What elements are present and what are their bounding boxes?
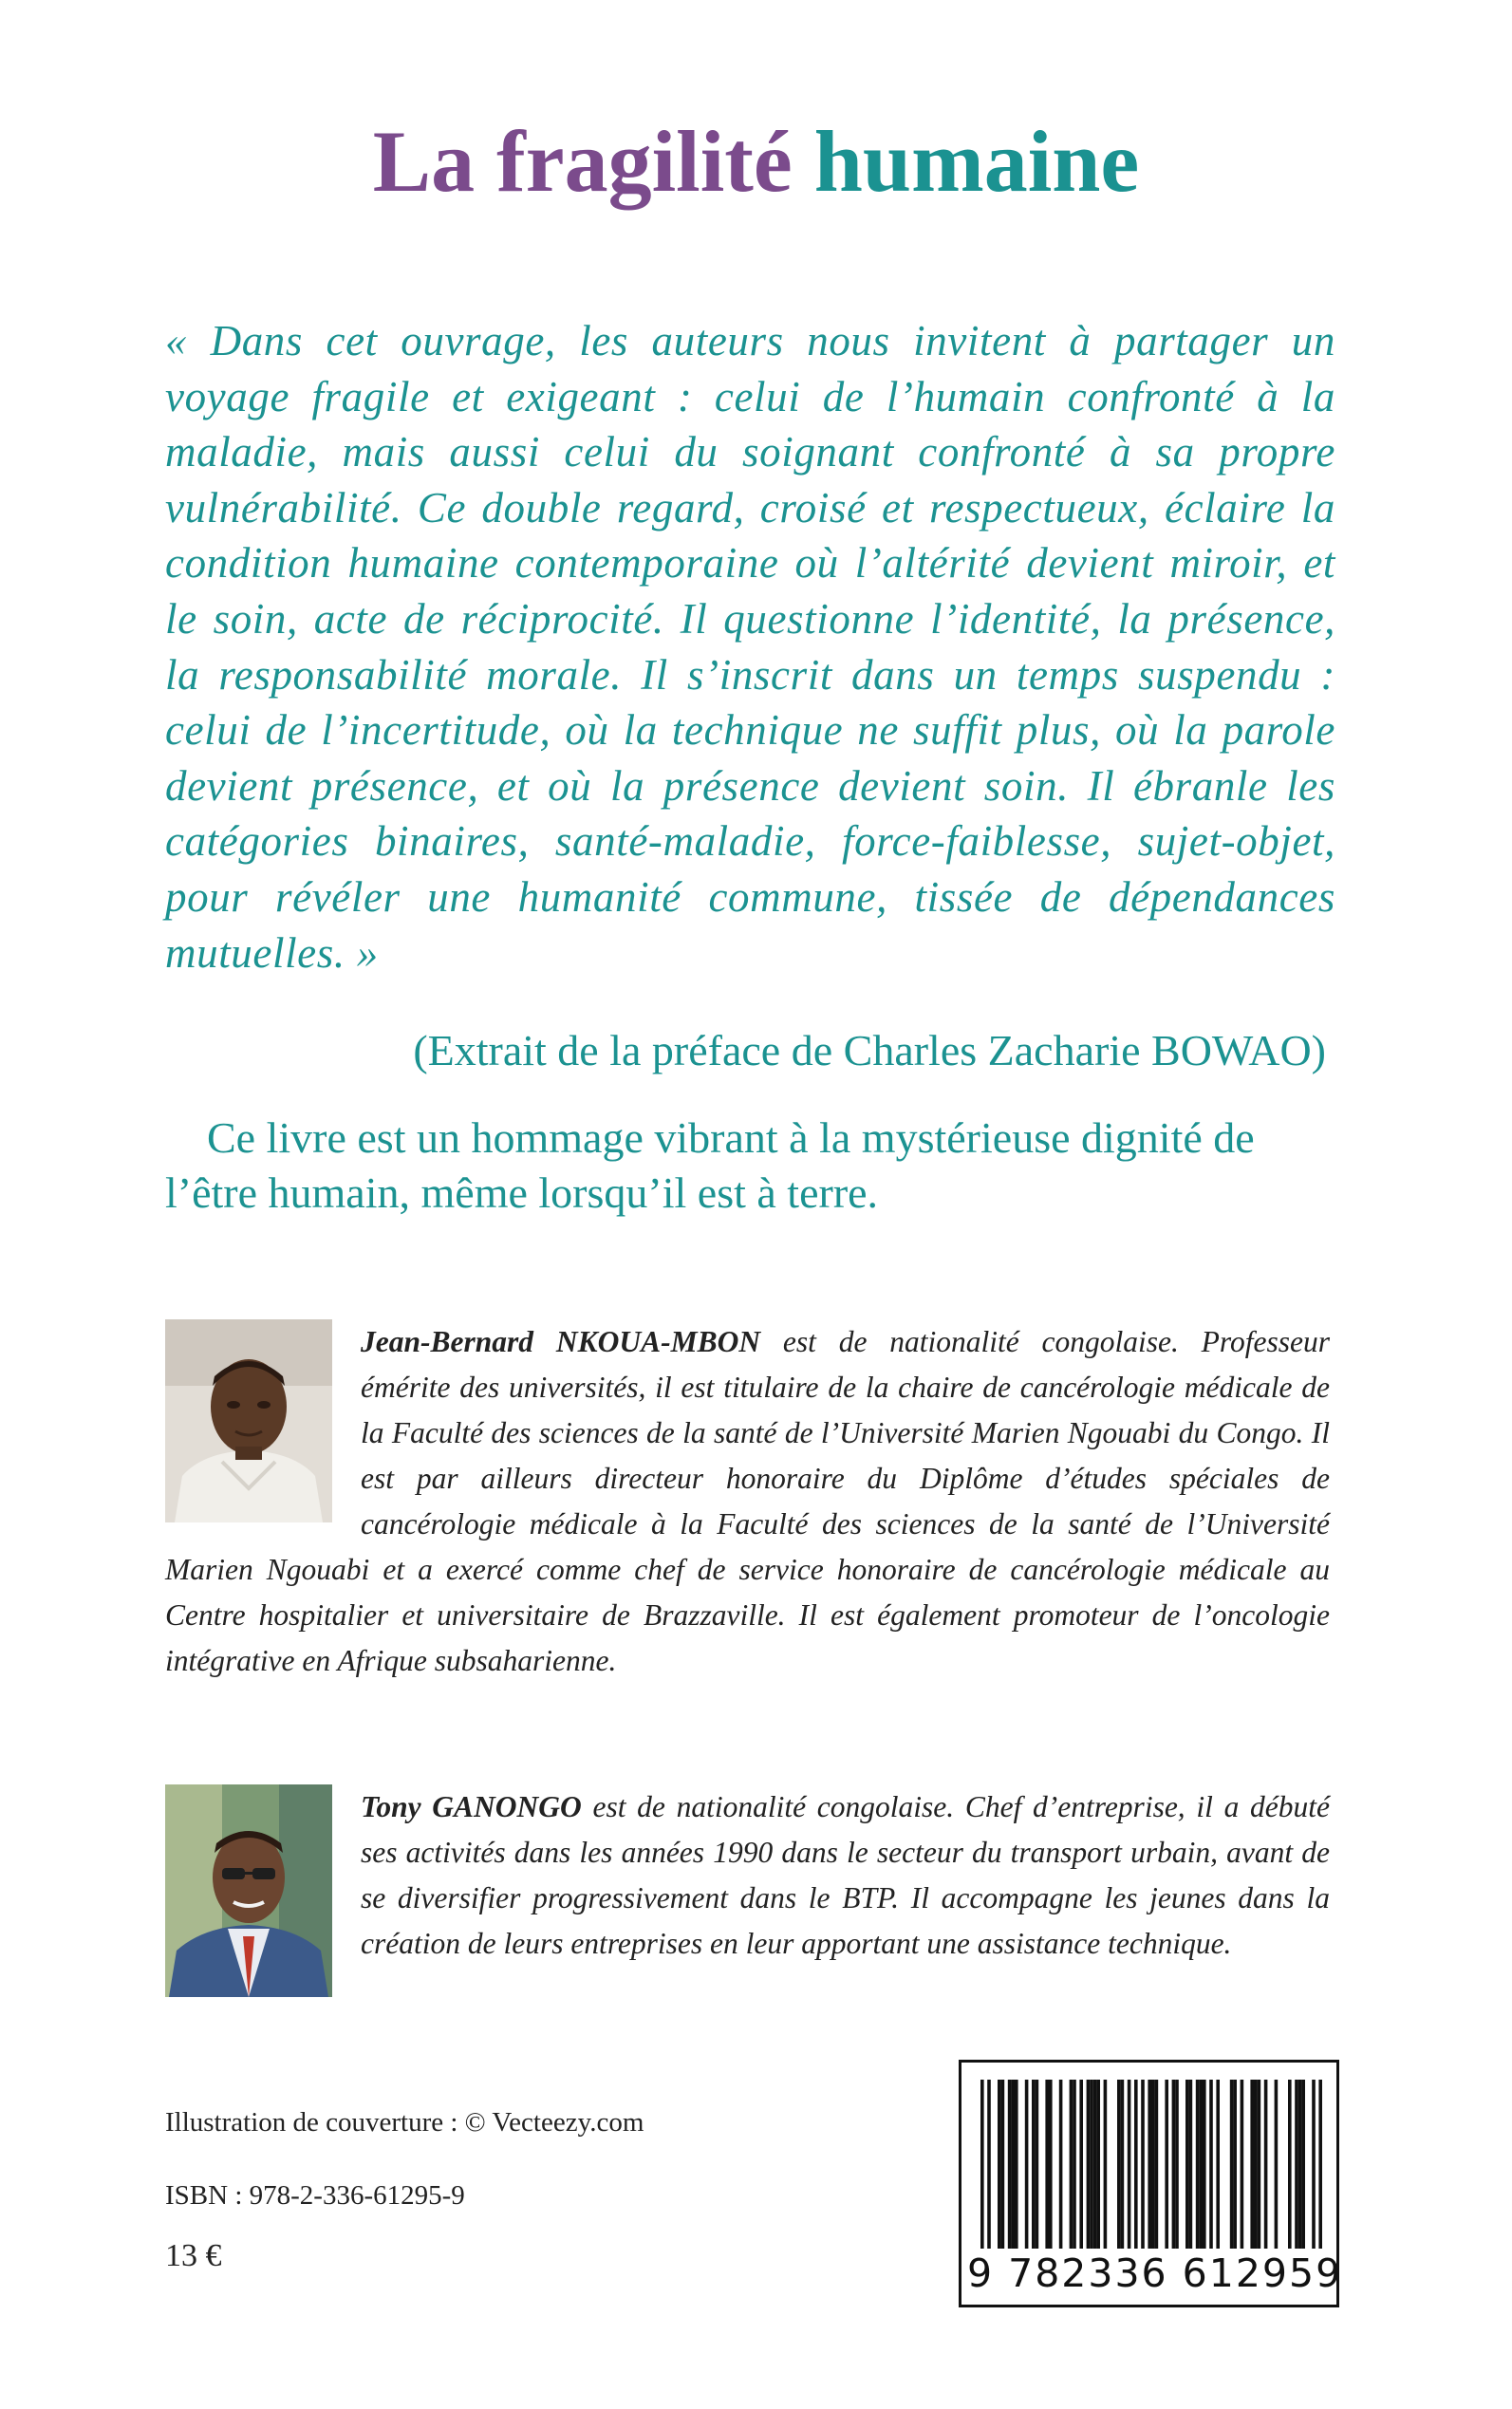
barcode-bar — [1025, 2080, 1029, 2249]
barcode-bar — [1045, 2080, 1049, 2249]
barcode-bar — [1015, 2080, 1018, 2249]
author-bio-1 — [165, 1319, 1330, 1684]
barcode-bar — [1117, 2080, 1121, 2249]
barcode-bar — [1230, 2080, 1234, 2249]
barcode-bar — [1295, 2080, 1298, 2249]
author-photo-2 — [165, 1784, 332, 1997]
barcode-bar — [1258, 2080, 1261, 2249]
author-bio-text-1: est de nationalité congolaise. Professeur émérite des universités, il est titulaire de la chaire de cancérologie médicale de la Faculté des sciences de la santé de l’Université Marien Ngouabi du Congo. Il est par ailleurs directeur honoraire du Diplôme d’études spéciales de cancérologie médicale à la Faculté des sciences de la santé de l’Université Marien Ngouabi et a exercé comme chef de service honoraire de cancérologie médicale au Centre hospitalier et universitaire de Brazzaville. Il est également promoteur de l’oncologie intégrative en Afrique subsaharienne. — [165, 1325, 1330, 1677]
barcode-bar — [1209, 2080, 1213, 2249]
barcode-bar — [1172, 2080, 1176, 2249]
barcode-bar — [1312, 2080, 1316, 2249]
book-title — [0, 114, 1512, 210]
preface-quote: « Dans cet ouvrage, les auteurs nous invitent à partager un voyage fragile et exigeant : celui de l’humain confronté à la maladie, mais aussi celui du soignant confronté à sa propre vulnérabilité. Ce double regard, croisé et respectueux, éclaire la condition humaine contemporaine où l’altérité devient miroir, et le soin, acte de réciprocité. Il questionne l’identité, la présence, la responsabilité morale. Il s’inscrit dans un temps suspendu : celui de l’incertitude, où la technique ne suffit plus, où la parole devient présence, et où la présence devient soin. Il ébranle les catégories binaires, santé-maladie, force-faiblesse, sujet-objet, pour révéler une humanité commune, tissée de dépendances mutuelles. » — [165, 317, 1335, 977]
barcode-bar — [1151, 2080, 1155, 2249]
barcode-bar — [1301, 2080, 1305, 2249]
author-name-2: Tony GANONGO — [361, 1790, 582, 1823]
barcode-bar — [1189, 2080, 1193, 2249]
barcode-bar — [980, 2080, 984, 2249]
author-bio-2 — [165, 1784, 1330, 2005]
isbn: ISBN : 978-2-336-61295-9 — [165, 2180, 465, 2211]
barcode-bar — [1155, 2080, 1159, 2249]
barcode-bar — [1264, 2080, 1268, 2249]
barcode-bar — [1175, 2080, 1179, 2249]
barcode-bar — [1049, 2080, 1053, 2249]
author-photo-1 — [165, 1319, 332, 1522]
barcode-bar — [1241, 2080, 1244, 2249]
barcode-bar — [1199, 2080, 1203, 2249]
barcode-bar — [1121, 2080, 1125, 2249]
barcode-bar — [1096, 2080, 1100, 2249]
barcode-bar — [1254, 2080, 1258, 2249]
barcode-bar — [1090, 2080, 1093, 2249]
barcode-bar — [1288, 2080, 1292, 2249]
barcode-digits: 9 782336 612959 — [967, 2250, 1343, 2296]
tribute-text: Ce livre est un hommage vibrant à la mystérieuse dignité de l’être humain, même lorsqu’il est à terre. — [165, 1113, 1255, 1217]
barcode-bar — [1128, 2080, 1131, 2249]
author-bio-text-2: est de nationalité congolaise. Chef d’entreprise, il a débuté ses activités dans les années 1990 dans le secteur du transport urbain, avant de se diversifier progressivement dans le BTP. Il accompagne les jeunes dans la création de leurs entreprises en leur apportant une assistance technique. — [361, 1790, 1330, 1960]
barcode-bar — [1216, 2080, 1220, 2249]
barcode-bar — [1165, 2080, 1168, 2249]
barcode-bar — [1203, 2080, 1206, 2249]
barcode-bar — [1036, 2080, 1039, 2249]
barcode-bar — [1008, 2080, 1012, 2249]
price: 13 € — [165, 2238, 222, 2273]
barcode-bar — [1233, 2080, 1237, 2249]
barcode-bar — [1185, 2080, 1189, 2249]
title-part-2: humaine — [813, 113, 1140, 210]
barcode-bar — [1073, 2080, 1076, 2249]
barcode-bar — [987, 2080, 991, 2249]
barcode-bar — [1087, 2080, 1091, 2249]
illustration-credit: Illustration de couverture : © Vecteezy.com — [165, 2107, 644, 2138]
quote-attribution: (Extrait de la préface de Charles Zacharie BOWAO) — [413, 1026, 1326, 1074]
barcode-bar — [998, 2080, 1001, 2249]
barcode-bar — [1134, 2080, 1138, 2249]
barcode-bar — [1141, 2080, 1145, 2249]
barcode-bar — [1298, 2080, 1302, 2249]
isbn-barcode — [959, 2060, 1343, 2307]
author-name-1: Jean-Bernard NKOUA-MBON — [361, 1325, 761, 1358]
barcode-bar — [1196, 2080, 1200, 2249]
barcode-bar — [1070, 2080, 1073, 2249]
barcode-bar — [1032, 2080, 1036, 2249]
barcode-bar — [1104, 2080, 1108, 2249]
barcode-bar — [1148, 2080, 1151, 2249]
barcode-bar — [1275, 2080, 1279, 2249]
barcode-bar — [1001, 2080, 1005, 2249]
barcode-bar — [1059, 2080, 1063, 2249]
title-part-1: La fragilité — [372, 113, 793, 210]
barcode-bars — [961, 2063, 1336, 2252]
barcode-bar — [1079, 2080, 1083, 2249]
barcode-bar — [1011, 2080, 1015, 2249]
barcode-bar — [1250, 2080, 1254, 2249]
barcode-bar — [1318, 2080, 1322, 2249]
barcode-bar — [1093, 2080, 1097, 2249]
